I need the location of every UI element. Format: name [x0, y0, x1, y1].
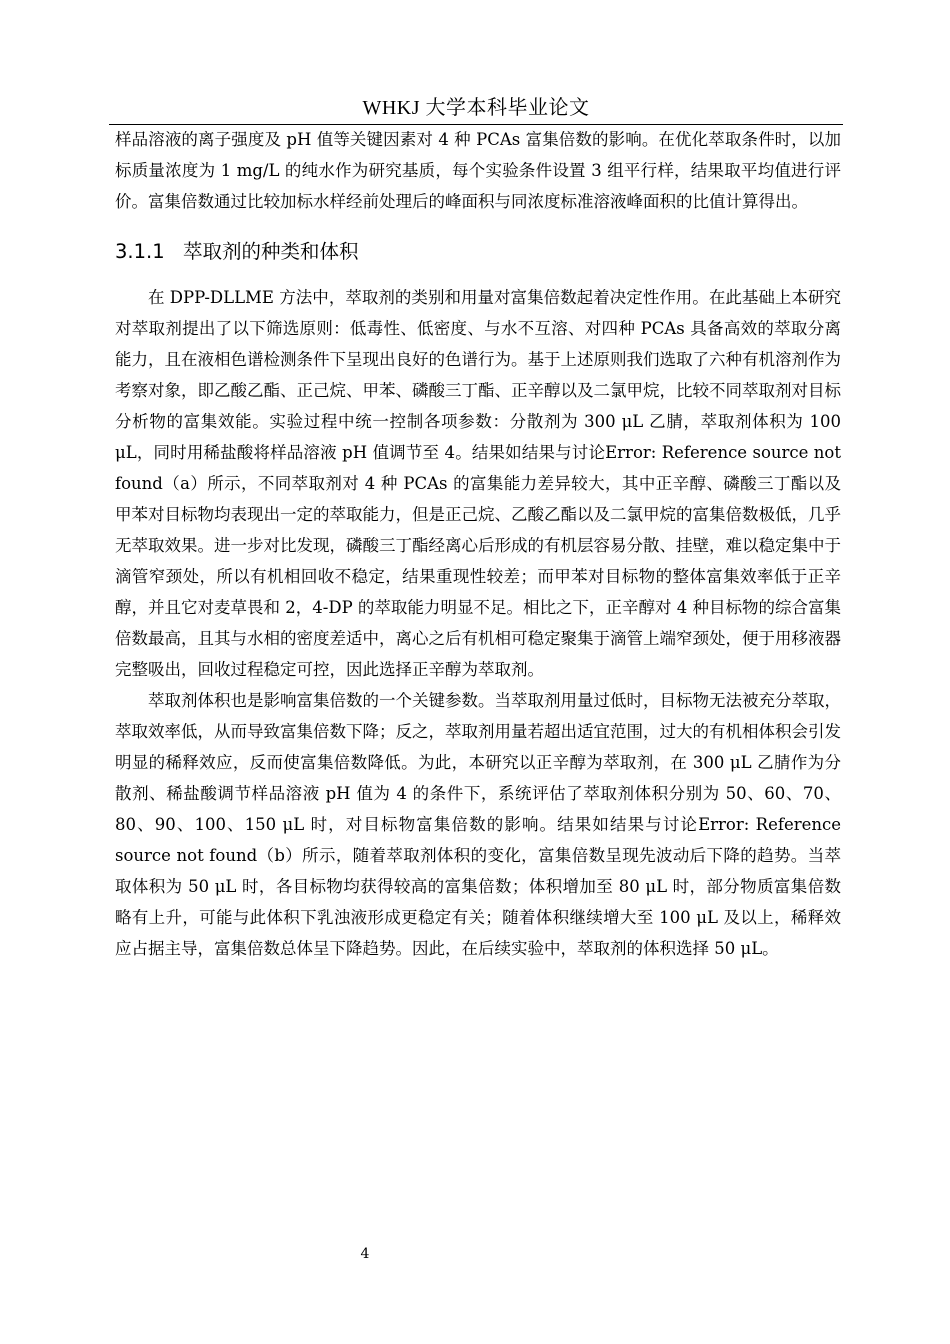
section-number: 3.1.1: [115, 240, 165, 263]
section-title: 萃取剂的种类和体积: [183, 240, 359, 263]
intro-paragraph: 样品溶液的离子强度及 pH 值等关键因素对 4 种 PCAs 富集倍数的影响。在优化萃取条件时，以加标质量浓度为 1 mg/L 的纯水作为研究基质，每个实验条件设置 3 组平行样，结果取平均值进行评价。富集倍数通过比较加标水样经前处理后的峰面积与同浓度标准溶液峰面积的比值计算得出。: [115, 130, 841, 211]
page-number: 4: [360, 1246, 370, 1262]
page-header-title: WHKJ 大学本科毕业论文: [362, 97, 590, 119]
paragraph-extractant-type: 在 DPP-DLLME 方法中，萃取剂的类别和用量对富集倍数起着决定性作用。在此基础上本研究对萃取剂提出了以下筛选原则：低毒性、低密度、与水不互溶、对四种 PCAs 具备高效的萃取分离能力，且在液相色谱检测条件下呈现出良好的色谱行为。基于上述原则我们选取了六种有机溶剂作为考察对象，即乙酸乙酯、正己烷、甲苯、磷酸三丁酯、正辛醇以及二氯甲烷，比较不同萃取剂对目标分析物的富集效能。实验过程中统一控制各项参数：分散剂为 300 μL 乙腈，萃取剂体积为 100 μL，同时用稀盐酸将样品溶液 pH 值调节至 4。结果如结果与讨论Error: Reference source not found（a）所示，不同萃取剂对 4 种 PCAs 的富集能力差异较大，其中正辛醇、磷酸三丁酯以及甲苯对目标物均表现出一定的萃取能力，但是正己烷、乙酸乙酯以及二氯甲烷的富集倍数极低，几乎无萃取效果。进一步对比发现，磷酸三丁酯经离心后形成的有机层容易分散、挂壁，难以稳定集中于滴管窄颈处，所以有机相回收不稳定，结果重现性较差；而甲苯对目标物的整体富集效率低于正辛醇，并且它对麦草畏和 2，4-DP 的萃取能力明显不足。相比之下，正辛醇对 4 种目标物的综合富集倍数最高，且其与水相的密度差适中，离心之后有机相可稳定聚集于滴管上端窄颈处，便于用移液器完整吸出，回收过程稳定可控，因此选择正辛醇为萃取剂。: [115, 288, 841, 679]
section-heading: [115, 237, 841, 267]
paragraph-extractant-volume: 萃取剂体积也是影响富集倍数的一个关键参数。当萃取剂用量过低时，目标物无法被充分萃取，萃取效率低，从而导致富集倍数下降；反之，萃取剂用量若超出适宜范围，过大的有机相体积会引发明显的稀释效应，反而使富集倍数降低。为此，本研究以正辛醇为萃取剂，在 300 μL 乙腈作为分散剂、稀盐酸调节样品溶液 pH 值为 4 的条件下，系统评估了萃取剂体积分别为 50、60、70、80、90、100、150 μL 时，对目标物富集倍数的影响。结果如结果与讨论Error: Reference source not found（b）所示，随着萃取剂体积的变化，富集倍数呈现先波动后下降的趋势。当萃取体积为 50 μL 时，各目标物均获得较高的富集倍数；体积增加至 80 μL 时，部分物质富集倍数略有上升，可能与此体积下乳浊液形成更稳定有关；随着体积继续增大至 100 μL 及以上，稀释效应占据主导，富集倍数总体呈下降趋势。因此，在后续实验中，萃取剂的体积选择 50 μL。: [115, 691, 841, 958]
document-body: [115, 124, 841, 964]
